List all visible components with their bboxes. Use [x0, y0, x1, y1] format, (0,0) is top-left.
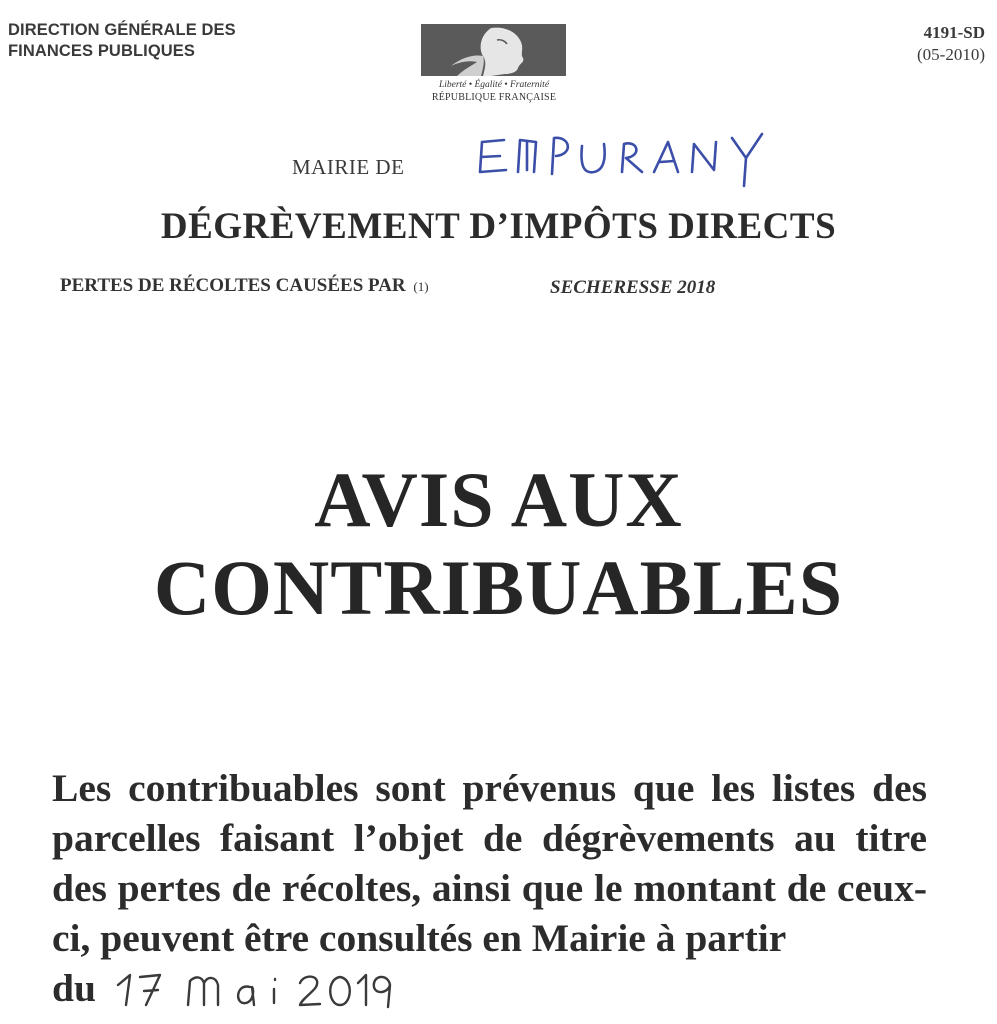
- notice-du: du: [52, 966, 96, 1010]
- agency-name: [8, 20, 236, 62]
- pertes-cause: SECHERESSE 2018: [550, 277, 716, 298]
- marianne-logo: [421, 24, 567, 103]
- date-handwritten: [104, 963, 394, 1015]
- logo-motto: Liberté • Égalité • Fraternité: [438, 80, 550, 90]
- mairie-name-handwritten: [470, 128, 820, 198]
- marianne-icon: [421, 24, 566, 76]
- notice-heading: [0, 456, 997, 632]
- form-version: (05-2010): [917, 45, 985, 64]
- notice-heading-line-2: CONTRIBUABLES: [153, 544, 844, 631]
- agency-line-1: DIRECTION GÉNÉRALE DES: [8, 21, 236, 39]
- notice-date-line: [52, 963, 927, 1015]
- agency-line-2: FINANCES PUBLIQUES: [8, 42, 195, 60]
- pertes-label: [60, 275, 429, 297]
- mairie-label: MAIRIE DE: [292, 155, 405, 179]
- footnote-ref: (1): [413, 279, 429, 294]
- notice-paragraph: [52, 763, 927, 1015]
- notice-text: Les contribuables sont prévenus que les listes des parcelles faisant l’objet de dégrèvements au titre des pertes de récoltes, ainsi que le montant de ceux-ci, peuvent être consultés en Mairie à partir: [52, 766, 927, 960]
- form-reference: [917, 22, 985, 66]
- page-title: DÉGRÈVEMENT D’IMPÔTS DIRECTS: [160, 206, 837, 247]
- pertes-text: PERTES DE RÉCOLTES CAUSÉES PAR: [60, 275, 406, 296]
- mairie-name-text: EMPURANY: [470, 128, 476, 129]
- date-text: 17 Mai 2019: [103, 963, 110, 964]
- logo-republic: RÉPUBLIQUE FRANÇAISE: [431, 92, 557, 103]
- form-code: 4191-SD: [923, 23, 985, 42]
- notice-heading-line-1: AVIS AUX: [314, 456, 683, 543]
